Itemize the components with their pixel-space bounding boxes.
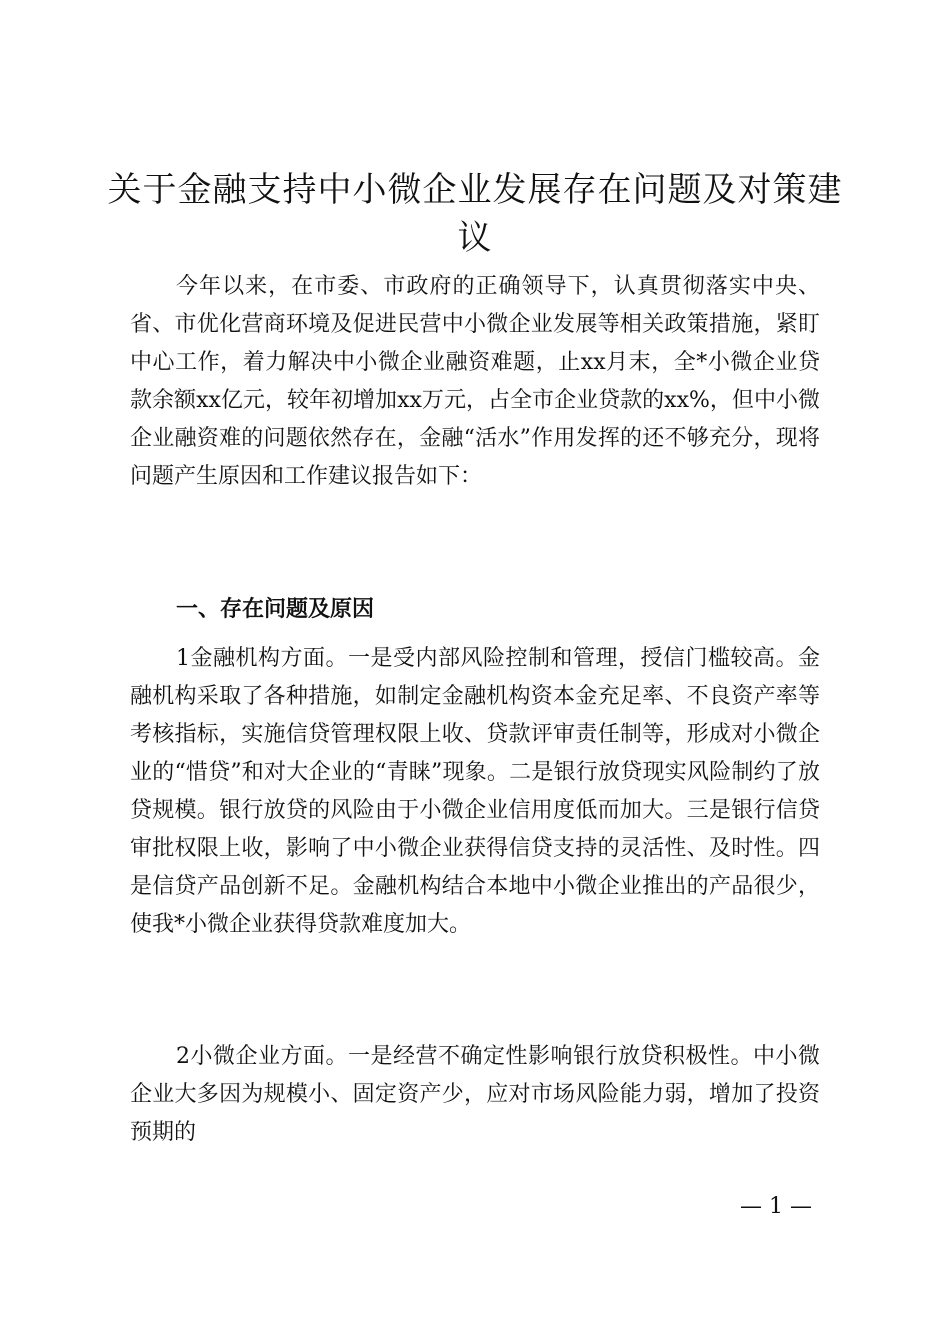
intro-block [130, 268, 820, 496]
section-heading-block [130, 584, 820, 636]
page-number: — 1 — [740, 1194, 812, 1219]
section-heading: 一、存在问题及原因 [176, 597, 375, 622]
item1-block [130, 640, 820, 944]
intro-paragraph: 今年以来，在市委、市政府的正确领导下，认真贯彻落实中央、省、市优化营商环境及促进民营中小微企业发展等相关政策措施，紧盯中心工作，着力解决中小微企业融资难题，止xx月末，全*小微企业贷款余额xx亿元，较年初增加xx万元，占全市企业贷款的xx%，但中小微企业融资难的问题依然存在，金融“活水”作用发挥的还不够充分，现将问题产生原因和工作建议报告如下： [130, 274, 820, 489]
item2-paragraph: 2小微企业方面。一是经营不确定性影响银行放贷积极性。中小微企业大多因为规模小、固定资产少，应对市场风险能力弱，增加了投资预期的 [130, 1044, 820, 1145]
document-title: 关于金融支持中小微企业发展存在问题及对策建议 [107, 170, 843, 258]
item1-paragraph: 1金融机构方面。一是受内部风险控制和管理，授信门槛较高。金融机构采取了各种措施，如制定金融机构资本金充足率、不良资产率等考核指标，实施信贷管理权限上收、贷款评审责任制等，形成对小微企业的“惜贷”和对大企业的“青睐”现象。二是银行放贷现实风险制约了放贷规模。银行放贷的风险由于小微企业信用度低而加大。三是银行信贷审批权限上收，影响了中小微企业获得信贷支持的灵活性、及时性。四是信贷产品创新不足。金融机构结合本地中小微企业推出的产品很少，使我*小微企业获得贷款难度加大。 [130, 646, 820, 937]
item2-block [130, 1038, 820, 1152]
